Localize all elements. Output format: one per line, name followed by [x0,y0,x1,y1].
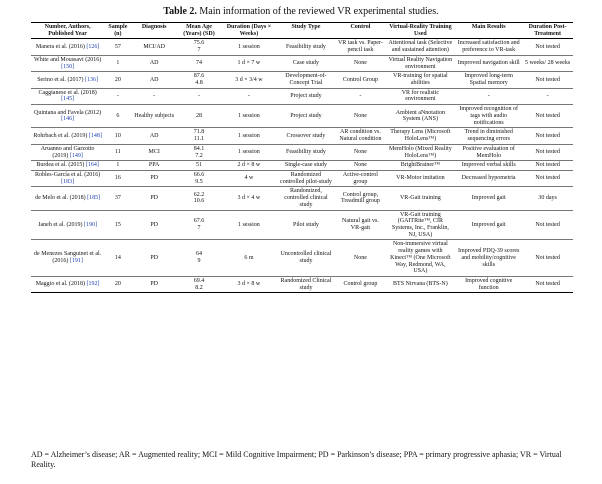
cell-control: None [335,55,385,71]
cell-diagnosis: - [132,88,177,104]
cell-sample: 11 [104,144,131,160]
cell-duration-post: 5 weeks/ 28 weeks [522,55,573,71]
cell-duration: 6 m [221,240,276,277]
cell-control: None [335,105,385,128]
reference-link[interactable]: [164] [85,162,99,169]
cell-study-type: Randomized, controlled clinical study [277,187,336,210]
age-mean: 64 [195,251,202,258]
cell-diagnosis: PD [132,170,177,186]
cell-authors [31,88,104,104]
cell-duration: - [221,88,276,104]
cell-duration-post: Not tested [522,240,573,277]
cell-sample: 1 [104,161,131,171]
cell-mean-age [177,144,221,160]
cell-study-type: Crossover study [277,128,336,144]
cell-sample: 14 [104,240,131,277]
cell-control: Active-control group [335,170,385,186]
table-row [31,88,573,104]
reference-link[interactable]: [145] [61,96,75,103]
age-mean: 69.4 [193,278,205,284]
header-vr-training: Virtual-Reality Training Used [386,23,456,39]
cell-mean-age [177,240,221,277]
age-sd: 7 [197,47,201,54]
table-row [31,39,573,55]
age-sd: 8.2 [195,284,203,291]
header-mean-age: Mean Age (Years) (SD) [177,23,221,39]
cell-vr-training: VR for realistic environment [386,88,456,104]
cell-duration-post: 30 days [522,187,573,210]
cell-sample: - [104,88,131,104]
cell-mean-age [177,55,221,71]
author-text: de Menezes Sanguinet et al. (2016) [34,251,102,265]
cell-mean-age [177,105,221,128]
cell-vr-training: Attentional task (Selective and sustained attention) [386,39,456,55]
age-mean: 87.6 [193,73,205,80]
cell-study-type: Uncontrolled clinical study [277,240,336,277]
cell-diagnosis: AD [132,55,177,71]
cell-main-results: Improved verbal skills [455,161,522,171]
cell-main-results: Improved recognition of tags with audio notifications [455,105,522,128]
cell-control: Control group [335,277,385,293]
cell-duration: 1 d × 7 w [221,55,276,71]
cell-vr-training: BrightBrainer™ [386,161,456,171]
cell-mean-age [177,128,221,144]
age-sd: 9.5 [195,178,203,185]
reference-link[interactable]: [192] [86,281,100,288]
cell-main-results: Improved long-term Spatial memory [455,72,522,88]
cell-control: - [335,88,385,104]
cell-duration-post: Not tested [522,210,573,240]
header-sample: Sample (n) [104,23,131,39]
table-row [31,161,573,171]
age-mean: 62.2 [193,191,205,198]
cell-authors [31,128,104,144]
cell-vr-training: BTS Nirvana (BTS-N) [386,277,456,293]
cell-study-type: Feasibility study [277,39,336,55]
cell-diagnosis: PPA [132,161,177,171]
cell-study-type: Feasibility study [277,144,336,160]
cell-study-type: Pilot study [277,210,336,240]
author-text: Quintana and Favela (2012) [34,109,102,116]
age-sd: 9 [197,258,201,265]
cell-diagnosis: Healthy subjects [132,105,177,128]
reference-link[interactable]: [190] [84,221,98,228]
cell-duration: 2 d × 8 w [221,161,276,171]
cell-duration: 3 d × 4 w [221,187,276,210]
table-caption [0,6,602,17]
cell-duration: 4 w [221,170,276,186]
cell-main-results: - [455,88,522,104]
cell-control: Control Group [335,72,385,88]
cell-diagnosis: MCI/AD [132,39,177,55]
author-text: de Melo et al. (2018) [35,195,88,202]
cell-control: Natural gait vs. VR-gait [335,210,385,240]
author-text: Manera et al. (2016) [35,43,87,50]
cell-sample: 15 [104,210,131,240]
cell-mean-age [177,88,221,104]
cell-sample: 10 [104,128,131,144]
reference-link[interactable]: [149] [69,152,83,159]
cell-vr-training: Ambient aNnotation System (ANS) [386,105,456,128]
table-row [31,72,573,88]
header-study-type: Study Type [277,23,336,39]
cell-sample: 16 [104,170,131,186]
cell-diagnosis: MCI [132,144,177,160]
cell-mean-age [177,39,221,55]
cell-duration: 3 d × 3/4 w [221,72,276,88]
reference-link[interactable]: [191] [69,258,83,265]
cell-authors [31,277,104,293]
author-text: Rohrbach et al. (2019) [33,132,89,139]
cell-main-results: Trend in diminished sequencing errors [455,128,522,144]
reference-link[interactable]: [150] [61,63,75,70]
cell-mean-age [177,170,221,186]
age-sd: 7.2 [195,152,203,159]
cell-authors [31,39,104,55]
table-row [31,55,573,71]
table-row [31,277,573,293]
author-text: Maggio et al. (2018) [35,281,87,288]
cell-duration-post: Not tested [522,277,573,293]
cell-main-results: Improved PDQ-39 scores and mobility/cognitive skills [455,240,522,277]
cell-mean-age [177,277,221,293]
cell-control: None [335,161,385,171]
age-mean: 71.8 [193,129,205,136]
author-text: Robles-García et al. (2016) [34,171,101,178]
cell-diagnosis: PD [132,187,177,210]
author-text: Serino et al. (2017) [37,76,86,83]
author-text: Caggianese et al. (2018) [38,89,97,96]
cell-vr-training: Therapy Lens (Microsoft HoloLens™) [386,128,456,144]
caption-text: Main information of the reviewed VR experimental studies. [196,6,439,17]
header-main-results: Main Results [455,23,522,39]
cell-duration: 1 session [221,39,276,55]
table-row [31,170,573,186]
cell-authors [31,210,104,240]
cell-sample: 37 [104,187,131,210]
cell-authors [31,105,104,128]
cell-control: None [335,144,385,160]
header-diagnosis: Diagnosis [132,23,177,39]
cell-main-results: Improved navigation skill [455,55,522,71]
cell-vr-training: VR-Motor imitation [386,170,456,186]
cell-authors [31,144,104,160]
cell-vr-training: VR-Gait training (GAITRite™, CIR Systems, Inc., Franklin, NJ, USA) [386,210,456,240]
age-mean: 28 [195,112,202,119]
cell-study-type: Project study [277,105,336,128]
cell-duration-post: Not tested [522,105,573,128]
cell-vr-training: MemHolo (Mixed Reality HoloLens™) [386,144,456,160]
cell-duration: 1 session [221,105,276,128]
age-mean: 84.1 [193,145,205,152]
cell-main-results: Improved gait [455,210,522,240]
cell-control: Control group, Treadmill group [335,187,385,210]
cell-mean-age [177,210,221,240]
header-duration: Duration (Days × Weeks) [221,23,276,39]
header-control: Control [335,23,385,39]
cell-authors [31,72,104,88]
cell-study-type: Case study [277,55,336,71]
cell-authors [31,161,104,171]
reference-link[interactable]: [136] [85,76,99,83]
header-row [31,23,573,39]
cell-study-type: Project study [277,88,336,104]
cell-authors [31,170,104,186]
table-footnote: AD = Alzheimer’s disease; AR = Augmented reality; MCI = Mild Cognitive Impairment; PD = Parkinson’s disease; PPA = primary progressive aphasia; VR = Virtual Reality. [31,450,562,470]
age-mean: 75.6 [193,40,205,47]
reference-link[interactable]: [148] [88,132,102,139]
header-duration-post: Duration Post-Treatment [522,23,573,39]
cell-control: None [335,240,385,277]
cell-main-results: Increased satisfaction and preference to VR-task [455,39,522,55]
cell-duration-post: - [522,88,573,104]
reference-link[interactable]: [146] [61,116,75,123]
age-sd: 11.1 [193,136,205,143]
cell-control: VR task vs. Paper-pencil task [335,39,385,55]
cell-diagnosis: PD [132,210,177,240]
cell-duration: 1 session [221,128,276,144]
cell-sample: 20 [104,72,131,88]
cell-vr-training: VR-Gait training [386,187,456,210]
cell-study-type: Randomized Clinical study [277,277,336,293]
cell-sample: 1 [104,55,131,71]
cell-main-results: Decreased hypometria [455,170,522,186]
author-text: Aruanno and Garzotto (2019) [40,145,95,159]
reference-link[interactable]: [183] [61,178,75,185]
cell-main-results: Positive evaluation of MemHolo [455,144,522,160]
age-sd: 4.8 [195,80,203,87]
age-mean: 74 [195,60,202,67]
cell-main-results: Improved cognitive function [455,277,522,293]
cell-study-type: Randomized controlled pilot-study [277,170,336,186]
age-sd: 10.6 [193,198,205,205]
cell-sample: 57 [104,39,131,55]
table-row [31,210,573,240]
cell-vr-training: Virtual Reality Navigation environment [386,55,456,71]
table-body [31,39,573,293]
table-row [31,128,573,144]
author-text: Burdea et al. (2015) [36,162,86,169]
cell-control: AR condition vs. Natural condition [335,128,385,144]
table-row [31,240,573,277]
cell-sample: 6 [104,105,131,128]
reference-link[interactable]: [126] [86,43,100,50]
cell-authors [31,187,104,210]
reference-link[interactable]: [185] [87,195,101,202]
cell-diagnosis: AD [132,72,177,88]
age-mean: 51 [195,162,202,169]
table-row [31,187,573,210]
cell-duration-post: Not tested [522,72,573,88]
cell-authors [31,240,104,277]
cell-duration-post: Not tested [522,128,573,144]
cell-mean-age [177,72,221,88]
cell-duration-post: Not tested [522,39,573,55]
table-row [31,105,573,128]
cell-vr-training: Non-immersive virtual reality games with Kinect™ (One Microsoft Way, Redmond, WA, USA) [386,240,456,277]
cell-sample: 20 [104,277,131,293]
cell-mean-age [177,187,221,210]
cell-diagnosis: AD [132,128,177,144]
age-sd: 7 [197,224,201,231]
cell-diagnosis: PD [132,277,177,293]
cell-mean-age [177,161,221,171]
author-text: Janeh et al. (2019) [38,221,85,228]
header-authors: Number, Authors, Published Year [31,23,104,39]
age-mean: 67.6 [193,218,205,225]
cell-duration-post: Not tested [522,161,573,171]
age-mean: 66.6 [193,171,205,178]
caption-label: Table 2. [163,6,197,17]
cell-main-results: Improved gait [455,187,522,210]
cell-study-type: Single-case study [277,161,336,171]
cell-authors [31,55,104,71]
author-text: White and Moussavi (2016) [34,56,102,63]
cell-diagnosis: PD [132,240,177,277]
cell-duration: 3 d × 8 w [221,277,276,293]
table-row [31,144,573,160]
age-mean: - [197,93,200,100]
cell-duration: 1 session [221,210,276,240]
cell-duration-post: Not tested [522,170,573,186]
studies-table [31,22,573,293]
cell-study-type: Development-of-Concept Trial [277,72,336,88]
cell-duration-post: Not tested [522,144,573,160]
cell-duration: 1 session [221,144,276,160]
cell-vr-training: VR-training for spatial abilities [386,72,456,88]
